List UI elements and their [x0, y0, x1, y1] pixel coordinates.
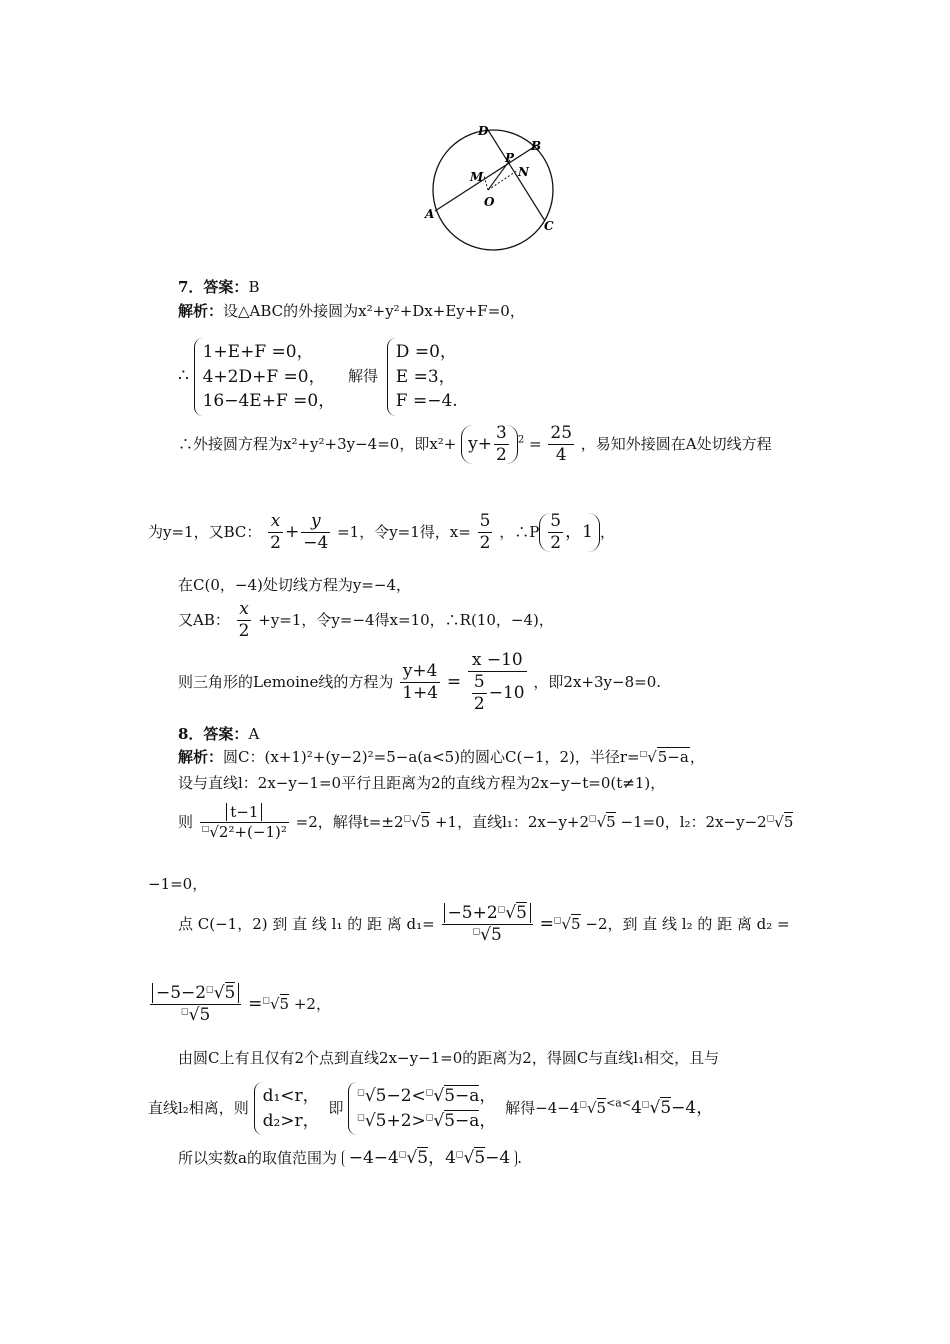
radicand: 5 [279, 995, 290, 1013]
radicand: 5 [417, 1148, 429, 1168]
radical: √ [364, 1110, 376, 1131]
placeholder-box: □ [403, 813, 412, 823]
equals: = [248, 994, 263, 1014]
q8-line-9 [178, 1150, 522, 1167]
placeholder-box: □ [425, 1111, 434, 1121]
q8-text-5g: −2，到 直 线 l₂ 的 距 离 d₂ = [585, 915, 790, 933]
term: −4 [485, 1148, 511, 1168]
solve-label: 解得 [348, 367, 379, 386]
label-m: M [470, 170, 484, 184]
ineq-text: 5+2> [375, 1110, 426, 1131]
condition-system [254, 1082, 324, 1135]
coef: 4 [631, 1098, 642, 1119]
term: −5+2 [447, 903, 498, 923]
q7-line-4 [148, 513, 615, 552]
frac-num: 25 [550, 423, 573, 443]
radical: √ [649, 1098, 661, 1119]
radical: √ [406, 1148, 418, 1168]
q8-text-5a: 点 C(−1，2) 到 直 线 l₁ 的 距 离 d₁= [178, 915, 435, 933]
equation-system-1 [194, 338, 340, 416]
label-b: B [531, 139, 542, 153]
placeholder-box: □ [497, 904, 506, 914]
system-line: 16−4E+F =0， [202, 391, 336, 412]
radical: √ [480, 925, 491, 945]
q8-line-1 [178, 750, 705, 765]
q7-line-7 [178, 652, 661, 713]
q7-text-1: 设△ABC的外接圆为x²+y²+Dx+Ey+F=0， [223, 302, 525, 320]
comma: ， [479, 1110, 497, 1131]
label-p: P [505, 151, 515, 165]
frac-num: 5 [473, 672, 485, 692]
system-line: E =3， [395, 366, 456, 387]
label-c: C [544, 219, 554, 233]
placeholder-box: □ [357, 1087, 365, 1097]
radical: √ [774, 813, 784, 831]
q8-text-8c: 即 [328, 1099, 344, 1118]
q8-line-8 [148, 1082, 713, 1135]
label-a: A [425, 207, 435, 221]
radical: √ [411, 813, 421, 831]
radical: √ [213, 983, 225, 1003]
frac-num: x [237, 601, 252, 621]
frac-num: y [301, 513, 330, 533]
radicand: 2²+(−1)² [218, 823, 287, 841]
radicand: 5 [491, 925, 502, 945]
label-n: N [518, 165, 529, 179]
term: −4−4 [348, 1148, 399, 1168]
ineq-text: 5−2< [375, 1086, 426, 1106]
frac-num: x [268, 513, 283, 533]
radical: √ [433, 1086, 445, 1106]
radical: √ [561, 915, 572, 933]
q8-label: 8．答案： [178, 725, 249, 743]
system-line: F =−4. [395, 391, 458, 412]
comma: ， [689, 748, 705, 766]
system-line: d₂>r， [262, 1110, 320, 1131]
q8-line-6 [148, 985, 331, 1024]
radicand: 5−a [444, 1110, 480, 1131]
q8-answer-line [178, 727, 259, 742]
radicand: 5 [571, 915, 581, 933]
radical: √ [505, 903, 517, 923]
paren-group [461, 425, 518, 464]
radical: √ [463, 1148, 475, 1168]
q7-line-1 [178, 304, 525, 319]
q8-line-4 [148, 877, 207, 892]
q8-text-4: −1=0， [148, 875, 208, 893]
placeholder-box: □ [201, 824, 210, 833]
placeholder-box: □ [398, 1149, 407, 1159]
ineq: <a< [606, 1096, 632, 1110]
q7-line-6 [178, 601, 554, 640]
placeholder-box: □ [766, 813, 775, 823]
circle-diagram [420, 118, 570, 258]
placeholder-box: □ [589, 813, 597, 823]
radicand: 5 [660, 1098, 672, 1119]
q8-answer: A [248, 725, 260, 743]
placeholder-box: □ [206, 984, 214, 994]
radical: √ [364, 1086, 376, 1106]
therefore: ∴ [178, 365, 189, 386]
system-line: 1+E+F =0， [202, 342, 314, 362]
system-line: 4+2D+F =0， [202, 366, 326, 387]
radicand: 5 [420, 813, 431, 831]
radicand: 5 [606, 813, 616, 831]
term: y+ [468, 434, 493, 454]
placeholder-box: □ [553, 915, 562, 925]
radicand: 5−a [444, 1086, 480, 1106]
q8-text-3a: 则 [178, 813, 194, 831]
q8-text-3f: +1，直线l₁：2x−y+2 [434, 813, 590, 831]
q7-line-3: ∴外接圆方程为x²+y²+3y−4=0，即x²+ y+ $\frac{3}{2}$ $^2$ = $\frac{25}{4}$ ，易知外接圆在A处切线方程 [178, 423, 772, 465]
q7-text-6a: 又AB： [178, 611, 230, 629]
q8-text-2: 设与直线l：2x−y−1=0平行且距离为2的直线方程为2x−y−t=0(t≠1)， [178, 774, 666, 792]
q8-text-9a: 所以实数a的取值范围为 [178, 1149, 337, 1167]
range-interval [342, 1150, 517, 1167]
placeholder-box: □ [357, 1111, 365, 1121]
q7-system [178, 338, 462, 416]
equals: = [529, 435, 542, 453]
placeholder-box: □ [472, 926, 481, 936]
radicand: 5 [224, 983, 236, 1003]
placeholder-box: □ [641, 1099, 650, 1109]
frac-num: x −10 [468, 652, 527, 672]
q7-line-5 [178, 578, 411, 593]
q7-answer: B [248, 278, 260, 296]
segment-on [488, 170, 518, 190]
frac-num: 5 [479, 511, 491, 531]
frac-den: −4 [303, 533, 329, 553]
frac-den: 2 [473, 694, 485, 714]
q7-text-4a: 为y=1，又BC： [148, 523, 262, 541]
radicand: 5 [783, 813, 794, 831]
frac-den: 2 [496, 445, 507, 465]
term: ，4 [428, 1148, 456, 1168]
equation-system-2 [387, 338, 462, 416]
frac-den: 2 [270, 533, 281, 553]
frac-den: 2 [550, 533, 562, 553]
q8-line-2 [178, 776, 665, 791]
point-p [539, 513, 600, 552]
radical: √ [433, 1110, 445, 1131]
q7-text-7a: 则三角形的Lemoine线的方程为 [178, 673, 394, 691]
q7-text-5: 在C(0，−4)处切线方程为y=−4， [178, 576, 411, 594]
q8-text-8f: 解得−4−4 [505, 1099, 580, 1118]
placeholder-box: □ [262, 995, 270, 1005]
frac-num: 5 [550, 511, 562, 531]
radical: √ [586, 1099, 597, 1118]
radical: √ [647, 748, 657, 766]
inequality-system [348, 1082, 500, 1135]
frac-den: 4 [555, 445, 567, 465]
q7-text-4j: ，∴P [499, 523, 540, 541]
radicand: 5−a [657, 748, 689, 766]
equals: = [446, 672, 462, 692]
q7-text-4g: =1，令y=1得，x= [337, 523, 471, 541]
q8-text-1a: 圆C：(x+1)²+(y−2)²=5−a(a<5)的圆心C(−1，2)，半径r= [223, 748, 640, 766]
q7-text-3a: ∴外接圆方程为x²+y²+3y−4=0，即x²+ [178, 435, 457, 453]
placeholder-box: □ [181, 1006, 189, 1016]
radical: √ [596, 813, 607, 831]
q7-label: 7．答案： [178, 278, 249, 296]
q8-line-3 [178, 805, 793, 840]
frac-den: 1+4 [402, 683, 439, 703]
coord: ，1 [565, 522, 593, 542]
plus: + [284, 522, 300, 542]
radical: √ [269, 995, 280, 1013]
radical: √ [188, 1005, 200, 1025]
q8-line-5 [178, 905, 790, 944]
radical: √ [209, 823, 219, 841]
q8-analysis-label: 解析： [178, 748, 224, 766]
frac-num: y+4 [400, 663, 440, 683]
minus-four: −4， [671, 1098, 714, 1119]
equals: = [539, 914, 554, 934]
placeholder-box: □ [455, 1149, 464, 1159]
q8-text-3d: =2，解得t=±2 [295, 813, 404, 831]
label-d: D [478, 124, 489, 138]
frac-den: 2 [479, 533, 491, 553]
radicand: 5 [199, 1005, 211, 1025]
frac-num: 3 [496, 423, 507, 443]
placeholder-box: □ [579, 1099, 587, 1109]
abs-value: t−1 [226, 803, 262, 821]
minus-ten: −10 [488, 683, 525, 703]
q8-text-6f: +2， [293, 995, 331, 1013]
q8-text-7: 由圆C上有且仅有2个点到直线2x−y−1=0的距离为2，得圆C与直线l₁相交，且与 [178, 1049, 720, 1067]
frac-den: 2 [238, 621, 250, 641]
placeholder-box: □ [425, 1087, 434, 1097]
q7-analysis-label: 解析： [178, 302, 224, 320]
placeholder-box: □ [639, 749, 648, 758]
comma: ， [479, 1086, 497, 1106]
comma: ， [599, 523, 615, 541]
radicand: 5 [474, 1148, 486, 1168]
q7-answer-line [178, 280, 259, 295]
system-line: D =0， [395, 342, 457, 362]
q7-text-7i: ，即2x+3y−8=0. [533, 673, 662, 691]
radicand: 5 [516, 903, 527, 923]
system-line: d₁<r， [262, 1086, 320, 1106]
label-o: O [484, 195, 495, 209]
q8-text-3h: −1=0，l₂：2x−y−2 [620, 813, 767, 831]
q8-text-8a: 直线l₂相离，则 [148, 1099, 249, 1118]
q8-line-7 [178, 1051, 719, 1066]
radicand: 5 [596, 1099, 607, 1118]
period: . [517, 1149, 522, 1167]
term: −5−2 [156, 983, 207, 1003]
q7-text-3h: ，易知外接圆在A处切线方程 [580, 435, 772, 453]
q7-text-6d: +y=1，令y=−4得x=10，∴R(10，−4)， [258, 611, 554, 629]
